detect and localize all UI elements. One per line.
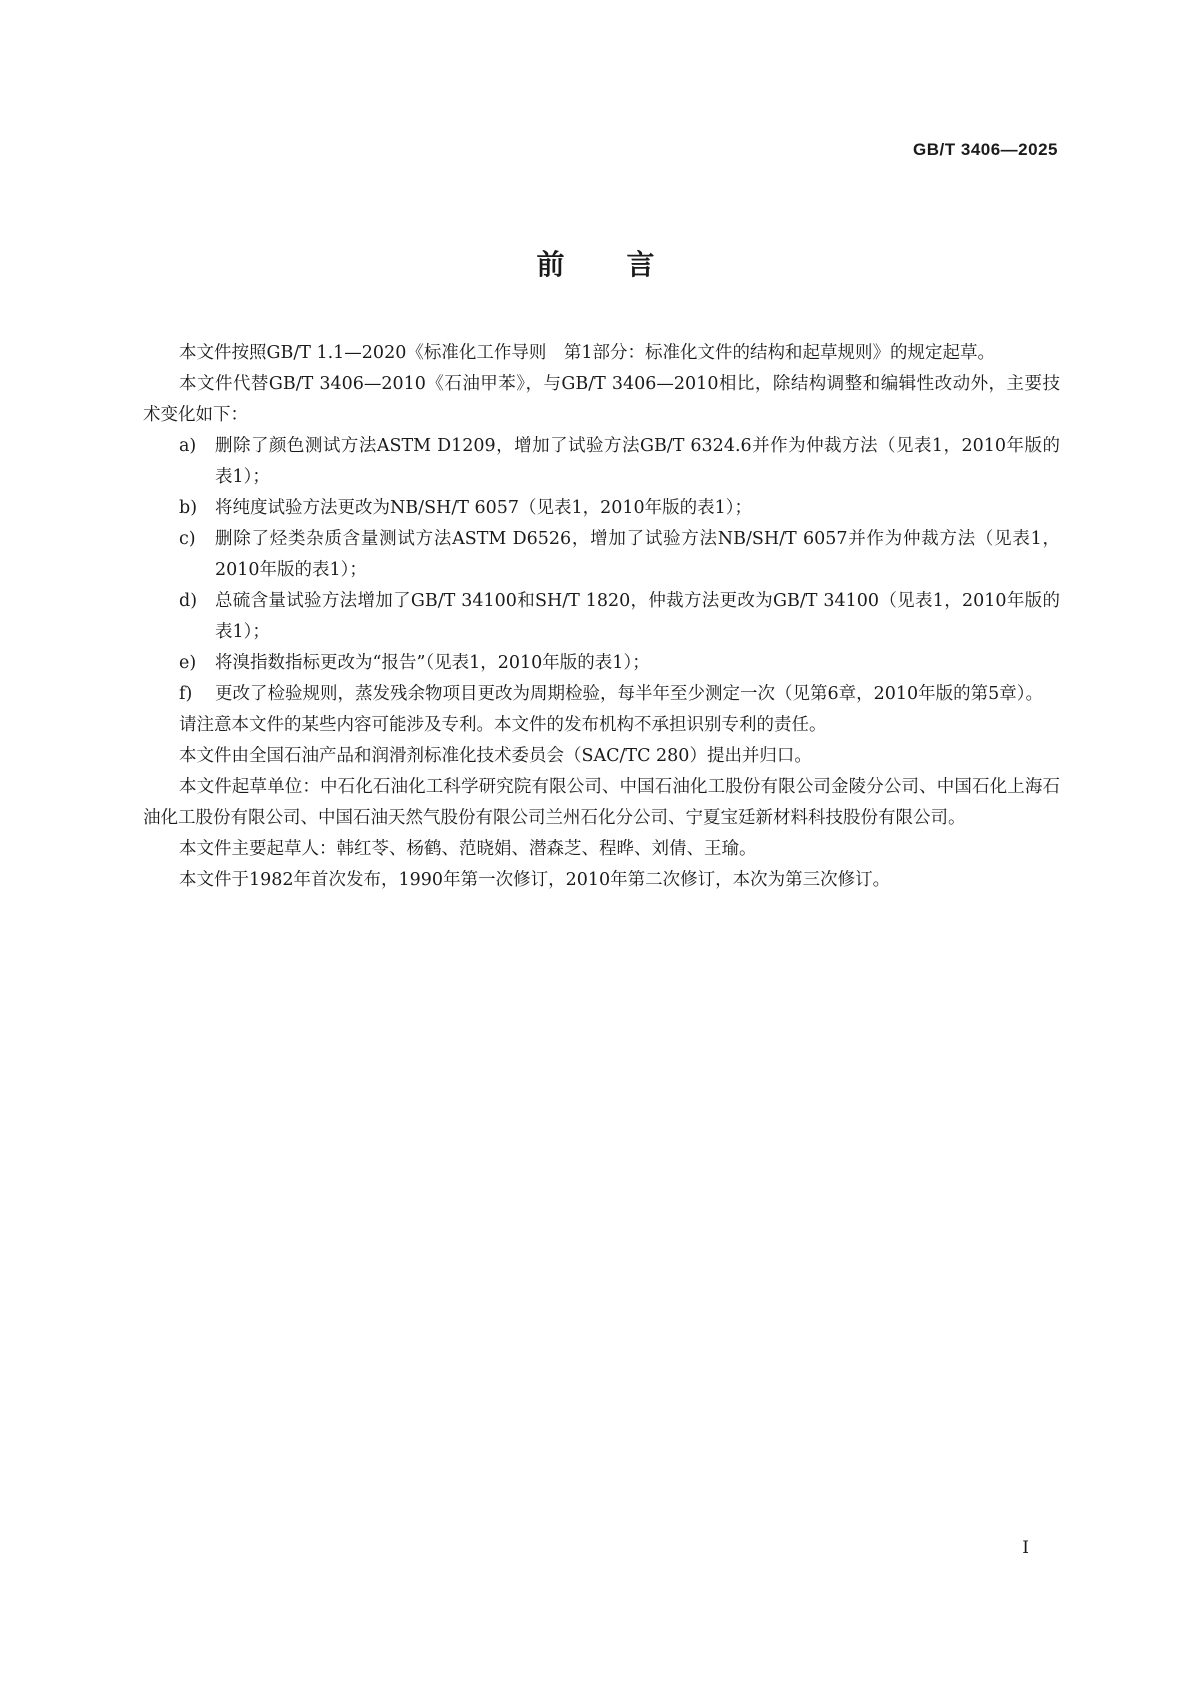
change-marker: d) [179, 591, 198, 611]
change-item-b [143, 493, 1060, 524]
change-marker: e) [179, 653, 197, 673]
change-item-f [143, 679, 1060, 710]
patent-notice-paragraph: 请注意本文件的某些内容可能涉及专利。本文件的发布机构不承担识别专利的责任。 [179, 715, 827, 735]
change-marker: b) [179, 498, 198, 518]
change-text: 删除了烃类杂质含量测试方法ASTM D6526，增加了试验方法NB/SH/T 6057并作为仲裁方法（见表1，2010年版的表1）； [215, 529, 1060, 580]
change-text: 总硫含量试验方法增加了GB/T 34100和SH/T 1820，仲裁方法更改为GB/T 34100（见表1，2010年版的表1）； [215, 591, 1060, 642]
change-item-d [143, 586, 1060, 648]
change-marker: a) [179, 436, 197, 456]
standard-number: GB/T 3406—2025 [913, 140, 1058, 159]
change-marker: f) [179, 684, 193, 704]
change-text: 将纯度试验方法更改为NB/SH/T 6057（见表1，2010年版的表1）； [215, 498, 753, 518]
foreword-body [143, 338, 1060, 896]
change-text: 将溴指数指标更改为“报告”（见表1，2010年版的表1）； [215, 653, 650, 673]
change-text: 更改了检验规则，蒸发残余物项目更改为周期检验，每半年至少测定一次（见第6章，2010年版的第5章）。 [215, 684, 1044, 704]
page-number: I [1022, 1538, 1029, 1558]
history-paragraph: 本文件于1982年首次发布，1990年第一次修订，2010年第二次修订，本次为第三次修订。 [179, 870, 891, 890]
change-item-e [143, 648, 1060, 679]
drafters-paragraph: 本文件主要起草人：韩红苓、杨鹤、范晓娟、潜森芝、程晔、刘倩、王瑜。 [179, 839, 757, 859]
committee-paragraph: 本文件由全国石油产品和润滑剂标准化技术委员会（SAC/TC 280）提出并归口。 [179, 746, 812, 766]
change-marker: c) [179, 529, 196, 549]
change-text: 删除了颜色测试方法ASTM D1209，增加了试验方法GB/T 6324.6并作为仲裁方法（见表1，2010年版的表1）； [215, 436, 1060, 487]
replacement-paragraph: 本文件代替GB/T 3406—2010《石油甲苯》，与GB/T 3406—2010相比，除结构调整和编辑性改动外，主要技术变化如下： [143, 374, 1060, 425]
page-title [0, 243, 1191, 283]
change-item-c [143, 524, 1060, 586]
title-char-1: 前 [536, 248, 565, 281]
change-item-a [143, 431, 1060, 493]
title-char-2: 言 [626, 248, 655, 281]
drafting-units-paragraph: 本文件起草单位：中石化石油化工科学研究院有限公司、中国石油化工股份有限公司金陵分公司、中国石化上海石油化工股份有限公司、中国石油天然气股份有限公司兰州石化分公司、宁夏宝廷新材料科技股份有限公司。 [143, 777, 1060, 828]
drafting-rules-paragraph: 本文件按照GB/T 1.1—2020《标准化工作导则 第1部分：标准化文件的结构和起草规则》的规定起草。 [179, 343, 995, 363]
